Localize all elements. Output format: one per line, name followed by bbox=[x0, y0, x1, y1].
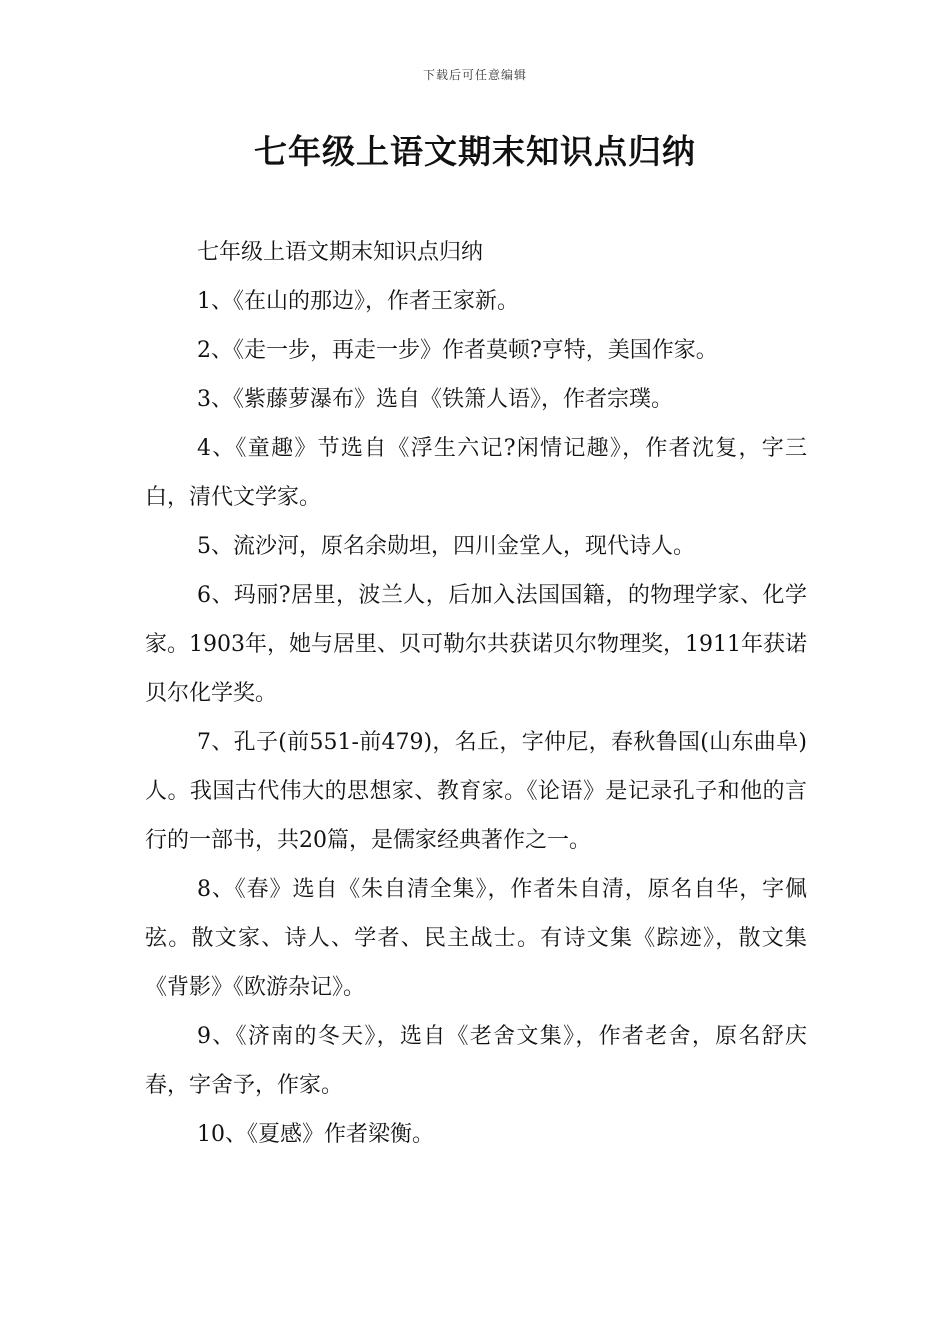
paragraph-item-5: 5、流沙河，原名余勋坦，四川金堂人，现代诗人。 bbox=[197, 534, 695, 559]
paragraph-item-4: 4、《童趣》节选自《浮生六记?闲情记趣》，作者沈复，字三白，清代文学家。 bbox=[145, 436, 807, 510]
document-body bbox=[145, 228, 807, 1159]
paragraph-item-7: 7、孔子(前551-前479)，名丘，字仲尼，春秋鲁国(山东曲阜)人。我国古代伟大的思想家、教育家。《论语》是记录孔子和他的言行的一部书，共20篇，是儒家经典著作之一。 bbox=[145, 730, 807, 853]
paragraph-item-10: 10、《夏感》作者梁衡。 bbox=[197, 1122, 434, 1147]
paragraph-item-2: 2、《走一步，再走一步》作者莫顿?亨特，美国作家。 bbox=[197, 338, 718, 363]
paragraph-item-8: 8、《春》选自《朱自清全集》，作者朱自清，原名自华，字佩弦。散文家、诗人、学者、民主战士。有诗文集《踪迹》，散文集《背影》《欧游杂记》。 bbox=[145, 877, 807, 1000]
paragraph-item-9: 9、《济南的冬天》，选自《老舍文集》，作者老舍，原名舒庆春，字舍予，作家。 bbox=[145, 1024, 807, 1098]
paragraph-subtitle: 七年级上语文期末知识点归纳 bbox=[197, 240, 484, 265]
paragraph-item-6: 6、玛丽?居里，波兰人，后加入法国国籍，的物理学家、化学家。1903年，她与居里、贝可勒尔共获诺贝尔物理奖，1911年获诺贝尔化学奖。 bbox=[145, 583, 807, 706]
document-title: 七年级上语文期末知识点归纳 bbox=[254, 132, 696, 171]
paragraph-item-1: 1、《在山的那边》，作者王家新。 bbox=[197, 289, 519, 314]
header-note: 下载后可任意编辑 bbox=[422, 68, 527, 82]
paragraph-item-3: 3、《紫藤萝瀑布》选自《铁箫人语》，作者宗璞。 bbox=[197, 387, 673, 412]
